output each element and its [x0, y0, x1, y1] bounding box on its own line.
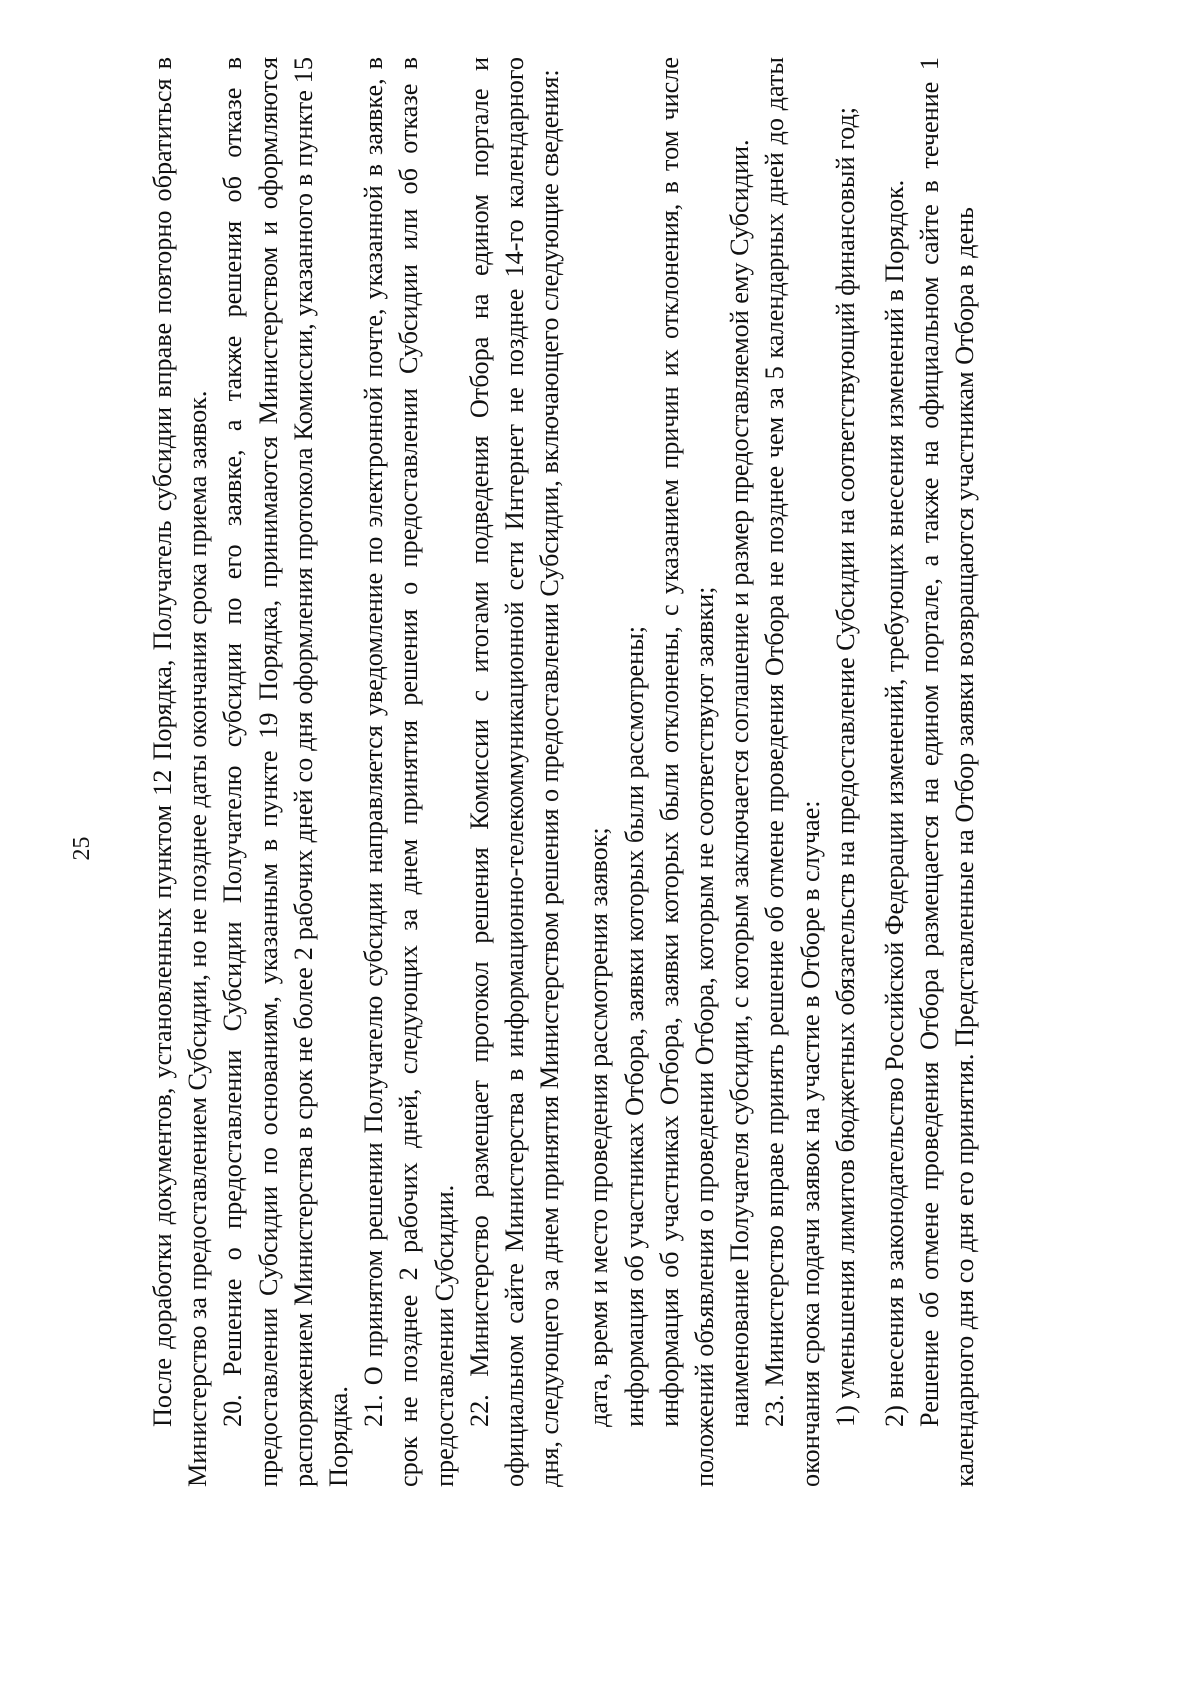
document-body — [145, 57, 983, 1487]
list-item-recipient-name: наименование Получателя субсидии, с которым заключается соглашение и размер предоставляемой ему Субсидии. — [725, 139, 755, 1427]
list-item-date-place: дата, время и место проведения рассмотрения заявок; — [584, 827, 614, 1427]
list-item-reviewed-participants: информация об участниках Отбора, заявки которых были рассмотрены; — [619, 625, 649, 1427]
list-item-limits-reduction: 1) уменьшения лимитов бюджетных обязательств на предоставление Субсидии на соответствующий финансовый год; — [830, 106, 860, 1427]
page-number: 25 — [69, 836, 95, 861]
paragraph-cancellation: Решение об отмене проведения Отбора размещается на едином портале, а также на официальном сайте в течение 1 календарного дня со дня его принятия. Представленные на Отбор заявки возвращаются участникам Отбора в день — [915, 57, 980, 1487]
list-item-rejected-participants: информация об участниках Отбора, заявки которых были отклонены, с указанием причин их отклонения, в том числе положений объявления о проведении Отбора, которым не соответствуют заявки; — [654, 57, 720, 1487]
paragraph-item-21: 21. О принятом решении Получателю субсидии направляется уведомление по электронной почте, указанной в заявке, в срок не позднее 2 рабочих дней, следующих за днем принятия решения о предоставлении Субсидии или об отказе в предоставлении Субсидии. — [359, 57, 459, 1487]
list-item-legislation-changes: 2) внесения в законодательство Российской Федерации изменений, требующих внесения изменений в Порядок. — [880, 179, 910, 1427]
paragraph-item-23: 23. Министерство вправе принять решение об отмене проведения Отбора не позднее чем за 5 календарных дней до даты окончания срока подачи заявок на участие в Отборе в случае: — [760, 57, 825, 1487]
paragraph-resubmission: После доработки документов, установленных пунктом 12 Порядка, Получатель субсидии вправе повторно обратиться в Министерство за предоставлением Субсидии, но не позднее даты окончания срока приема заявок. — [148, 57, 213, 1487]
paragraph-item-20: 20. Решение о предоставлении Субсидии Получателю субсидии по его заявке, а также решения об отказе в предоставлении Субсидии по основаниям, указанным в пункте 19 Порядка, принимаются Министерством и оформляются распоряжением Министерства в срок не более 2 рабочих дней со дня оформления протокола Комиссии, указанного в пункте 15 Порядка. — [218, 57, 354, 1487]
paragraph-item-22: 22. Министерство размещает протокол решения Комиссии с итогами подведения Отбора на едином портале и официальном сайте Министерства в информационно-телекоммуникационной сети Интернет не позднее 14-го календарного дня, следующего за днем принятия Министерством решения о предоставлении Субсидии, включающего следующие сведения: — [464, 57, 565, 1487]
